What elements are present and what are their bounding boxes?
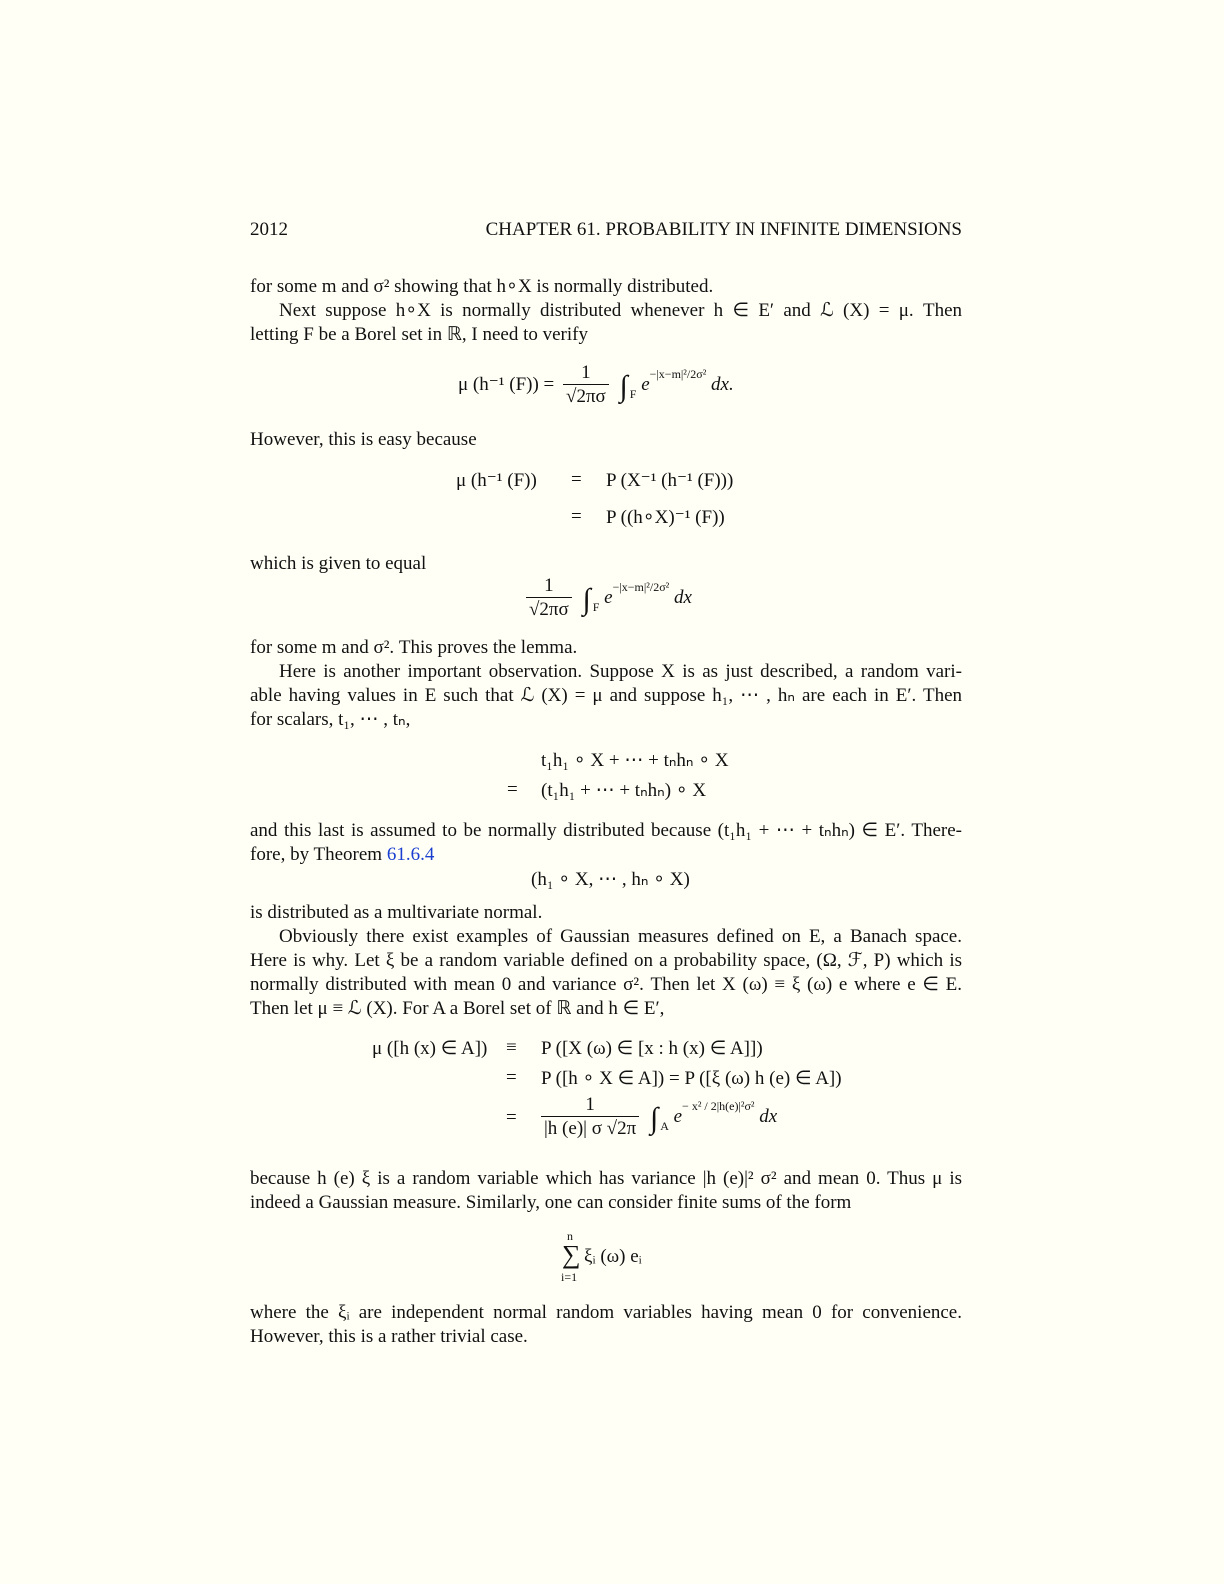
exponent: −|x−m|²/2σ²: [649, 366, 707, 381]
fraction: [541, 1094, 639, 1141]
eq-relation: =: [571, 506, 582, 527]
text-line: able having values in E such that ℒ (X) = μ and suppose h₁, ⋯ , hₙ are each in E′. Then: [250, 685, 962, 706]
text-line: Here is why. Let ξ be a random variable defined on a probability space, (Ω, ℱ, P) which is: [250, 950, 962, 971]
exp-base: e: [641, 373, 650, 395]
eq-relation: =: [507, 779, 518, 800]
text-line: and this last is assumed to be normally distributed because (t₁h₁ + ⋯ + tₙhₙ) ∈ E′. There-: [250, 820, 962, 841]
text-line: indeed a Gaussian measure. Similarly, one can consider finite sums of the form: [250, 1192, 852, 1213]
text-line: letting F be a Borel set in ℝ, I need to verify: [250, 324, 588, 345]
eq-rhs: [537, 1094, 777, 1141]
chapter-title: CHAPTER 61. PROBABILITY IN INFINITE DIMENSIONS: [485, 219, 962, 240]
text-line: for some m and σ² showing that h∘X is normally distributed.: [250, 276, 714, 297]
text-line: However, this is a rather trivial case.: [250, 1326, 528, 1347]
display-equation-1: [458, 362, 734, 409]
paragraph: [250, 552, 962, 576]
eq-relation: =: [571, 469, 582, 490]
theorem-link[interactable]: 61.6.4: [386, 844, 435, 865]
numerator: 1: [581, 362, 591, 383]
integral-domain: A: [660, 1118, 669, 1133]
paragraph: [250, 275, 962, 347]
paragraph: [250, 428, 962, 452]
integral-sign: ∫: [649, 1101, 659, 1135]
sum-lower-limit: i=1: [561, 1270, 578, 1284]
paragraph: [250, 901, 962, 1021]
paragraph: [250, 1301, 962, 1349]
text-line: for scalars, t₁, ⋯ , tₙ,: [250, 709, 411, 730]
integral-sign: ∫: [582, 582, 591, 616]
exp-base: e: [673, 1105, 683, 1127]
text-line: [250, 843, 962, 867]
text-line: normally distributed with mean 0 and variance σ². Then let X (ω) ≡ ξ (ω) e where e ∈ E.: [250, 974, 962, 995]
eq-relation: ≡: [506, 1037, 517, 1058]
eq-relation: =: [506, 1067, 517, 1088]
eq-lhs: μ (h⁻¹ (F)) =: [458, 373, 555, 395]
paragraph: [250, 636, 962, 732]
text-line: which is given to equal: [250, 553, 427, 574]
exponent: − x² / 2|h(e)|²σ²: [682, 1098, 755, 1113]
fraction: [563, 362, 609, 409]
differential: dx.: [711, 373, 734, 395]
display-equation-3: [522, 575, 692, 622]
paragraph: [250, 1167, 962, 1215]
denominator: √2πσ: [563, 384, 609, 409]
integral-domain: F: [592, 599, 600, 614]
eq-lhs: μ ([h (x) ∈ A]): [372, 1038, 488, 1059]
text-line: Here is another important observation. Suppose X is as just described, a random vari-: [279, 661, 962, 682]
denominator: √2πσ: [526, 597, 572, 622]
eq-rhs: P (X⁻¹ (h⁻¹ (F))): [606, 470, 734, 491]
eq-line: (t₁h₁ + ⋯ + tₙhₙ) ∘ X: [541, 780, 707, 801]
eq-relation: =: [506, 1107, 517, 1128]
eq-lhs: μ (h⁻¹ (F)): [456, 470, 537, 491]
text-line: for some m and σ². This proves the lemma.: [250, 637, 578, 658]
denominator: |h (e)| σ √2π: [541, 1116, 639, 1141]
eq-rhs: P ((h∘X)⁻¹ (F)): [606, 507, 725, 528]
text-line: Obviously there exist examples of Gaussian measures defined on E, a Banach space.: [279, 926, 962, 947]
text-line: is distributed as a multivariate normal.: [250, 902, 543, 923]
text: fore, by Theorem: [250, 844, 387, 865]
fraction: [526, 575, 572, 622]
differential: dx: [759, 1105, 778, 1127]
eq-rhs: P ([X (ω) ∈ [x : h (x) ∈ A]]): [541, 1038, 763, 1059]
sum-body: ξᵢ (ω) eᵢ: [584, 1246, 642, 1267]
text-line: However, this is easy because: [250, 429, 477, 450]
integral-sign: ∫: [619, 369, 628, 403]
exponent: −|x−m|²/2σ²: [612, 579, 670, 594]
page-number: 2012: [250, 219, 288, 240]
summation-sign: ∑: [562, 1240, 581, 1269]
integral-domain: F: [629, 386, 637, 401]
paragraph: [250, 819, 962, 867]
eq-rhs: P ([h ∘ X ∈ A]) = P ([ξ (ω) h (e) ∈ A]): [541, 1068, 842, 1089]
eq-line: t₁h₁ ∘ X + ⋯ + tₙhₙ ∘ X: [541, 750, 729, 771]
text-line: Next suppose h∘X is normally distributed whenever h ∈ E′ and ℒ (X) = μ. Then: [279, 300, 962, 321]
numerator: 1: [585, 1094, 595, 1115]
exp-base: e: [604, 586, 613, 608]
numerator: 1: [544, 575, 554, 596]
text-line: Then let μ ≡ ℒ (X). For A a Borel set of ℝ and h ∈ E′,: [250, 998, 665, 1019]
text-line: because h (e) ξ is a random variable which has variance |h (e)|² σ² and mean 0. Thus μ is: [250, 1168, 962, 1189]
sum-upper-limit: n: [567, 1229, 573, 1243]
differential: dx: [674, 586, 692, 608]
display-equation-5: (h₁ ∘ X, ⋯ , hₙ ∘ X): [531, 869, 690, 890]
text-line: where the ξᵢ are independent normal random variables having mean 0 for convenience.: [250, 1302, 962, 1323]
